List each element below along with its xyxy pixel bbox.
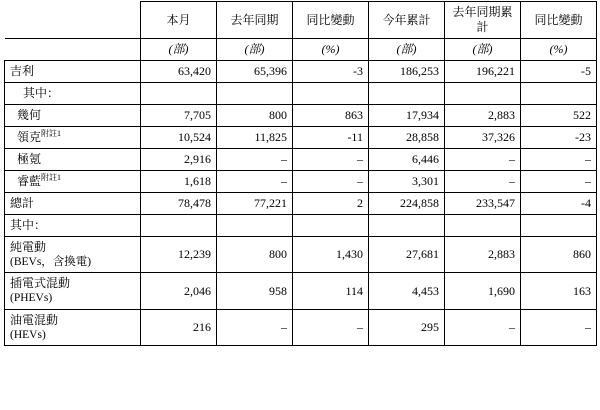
row-value: -11 [293, 127, 369, 149]
header-corner-cell [5, 2, 141, 39]
table-row [5, 193, 597, 215]
row-value: 522 [521, 105, 597, 127]
row-value: 163 [521, 273, 597, 309]
row-value: 27,681 [369, 237, 445, 273]
row-value: 65,396 [217, 61, 293, 83]
header-col-6-label: 同比變動 [521, 2, 597, 39]
vehicle-sales-table [4, 1, 597, 346]
row-value [445, 83, 521, 105]
row-label: 吉利 [5, 61, 141, 83]
table-row [5, 215, 597, 237]
row-label: 油電混動 (HEVs) [5, 309, 141, 345]
row-value: – [521, 149, 597, 171]
row-value [521, 83, 597, 105]
header-col-6-unit: (%) [521, 39, 597, 61]
row-value: 224,858 [369, 193, 445, 215]
row-value: 295 [369, 309, 445, 345]
header-col-5-unit: (部) [445, 39, 521, 61]
table-row [5, 105, 597, 127]
header-col-2-unit: (部) [217, 39, 293, 61]
table-row [5, 127, 597, 149]
row-value: – [217, 171, 293, 193]
row-value: -4 [521, 193, 597, 215]
row-value: 958 [217, 273, 293, 309]
row-value: – [293, 149, 369, 171]
row-value: – [521, 171, 597, 193]
row-value: -23 [521, 127, 597, 149]
row-value: – [445, 149, 521, 171]
row-value [217, 215, 293, 237]
row-value: 2,883 [445, 105, 521, 127]
row-value: 1,618 [141, 171, 217, 193]
row-value: – [445, 171, 521, 193]
row-value: 4,453 [369, 273, 445, 309]
row-label: 領克$^{附註1}$ [5, 127, 141, 149]
row-label-secondary: (BEVs，含換電) [10, 256, 92, 268]
table-row [5, 61, 597, 83]
row-value [521, 215, 597, 237]
row-value: -3 [293, 61, 369, 83]
row-value: 860 [521, 237, 597, 273]
table-row [5, 273, 597, 309]
row-value: 63,420 [141, 61, 217, 83]
row-value [141, 83, 217, 105]
row-value: 863 [293, 105, 369, 127]
row-value [141, 215, 217, 237]
row-value: 28,858 [369, 127, 445, 149]
row-value [369, 215, 445, 237]
row-value: 1,430 [293, 237, 369, 273]
header-col-4-label: 今年累計 [369, 2, 445, 39]
table-body [5, 61, 597, 346]
header-col-4-unit: (部) [369, 39, 445, 61]
row-value: 800 [217, 105, 293, 127]
table-row [5, 237, 597, 273]
row-value: 2,883 [445, 237, 521, 273]
row-label-footnote-marker: 附註1 [41, 129, 62, 138]
row-value: -5 [521, 61, 597, 83]
row-value: – [217, 149, 293, 171]
table-row [5, 309, 597, 345]
header-row-label [5, 2, 597, 39]
header-col-3-unit: (%) [293, 39, 369, 61]
table-row [5, 83, 597, 105]
row-value: 2 [293, 193, 369, 215]
row-label-secondary: (HEVs) [10, 328, 46, 341]
row-label-secondary: (PHEVs) [10, 292, 53, 305]
row-label-footnote-marker: 附註1 [41, 173, 62, 182]
row-value [217, 83, 293, 105]
row-value: 114 [293, 273, 369, 309]
row-value: 37,326 [445, 127, 521, 149]
row-label: 純電動 (BEVs，含換電) [5, 237, 141, 273]
row-value: 233,547 [445, 193, 521, 215]
header-col-1-label: 本月 [141, 2, 217, 39]
row-label: 其中： [5, 83, 141, 105]
row-value: – [217, 309, 293, 345]
row-value: 78,478 [141, 193, 217, 215]
header-col-5-label: 去年同期累計 [445, 2, 521, 39]
row-label: 幾何 [5, 105, 141, 127]
row-value [369, 83, 445, 105]
row-value: 2,046 [141, 273, 217, 309]
row-value [293, 215, 369, 237]
row-value: – [293, 171, 369, 193]
row-value: – [293, 309, 369, 345]
header-col-2-label: 去年同期 [217, 2, 293, 39]
row-value: 2,916 [141, 149, 217, 171]
header-col-1-unit: (部) [141, 39, 217, 61]
row-label: 總計 [5, 193, 141, 215]
row-value: 1,690 [445, 273, 521, 309]
row-value: 6,446 [369, 149, 445, 171]
header-row-unit [5, 39, 597, 61]
row-value: 12,239 [141, 237, 217, 273]
header-corner-unit-cell [5, 39, 141, 61]
row-label: 其中： [5, 215, 141, 237]
row-label: 睿藍$^{附註1}$ [5, 171, 141, 193]
table-row [5, 149, 597, 171]
table-header [5, 2, 597, 61]
row-value [445, 215, 521, 237]
row-value: 800 [217, 237, 293, 273]
row-value: 10,524 [141, 127, 217, 149]
row-value: 186,253 [369, 61, 445, 83]
header-col-3-label: 同比變動 [293, 2, 369, 39]
row-value: – [521, 309, 597, 345]
row-value: 17,934 [369, 105, 445, 127]
row-value: 216 [141, 309, 217, 345]
vehicle-sales-table-sheet [0, 1, 600, 410]
row-value [293, 83, 369, 105]
row-label: 插電式混動 (PHEVs) [5, 273, 141, 309]
row-value: 77,221 [217, 193, 293, 215]
row-label: 極氪 [5, 149, 141, 171]
row-value: 7,705 [141, 105, 217, 127]
row-value: 11,825 [217, 127, 293, 149]
row-value: 3,301 [369, 171, 445, 193]
table-row [5, 171, 597, 193]
row-value: – [445, 309, 521, 345]
row-value: 196,221 [445, 61, 521, 83]
